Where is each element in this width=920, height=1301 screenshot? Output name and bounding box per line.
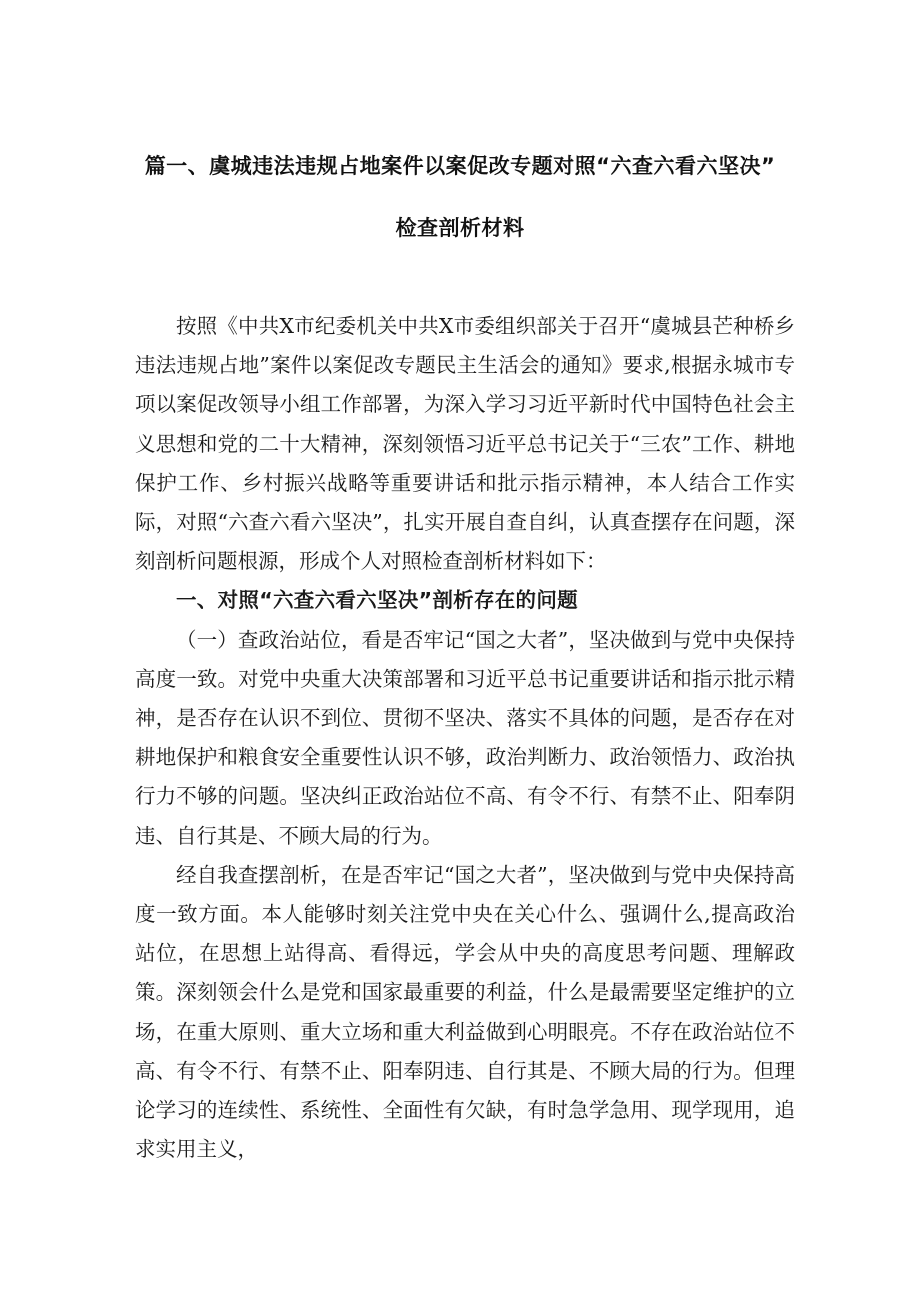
intro-paragraph: 按照《中共X市纪委机关中共X市委组织部关于召开“虞城县芒种桥乡违法违规占地”案件以案促改专题民主生活会的通知》要求,根据永城市专项以案促改领导小组工作部署，为深入学习习近平新时代中国特色社会主义思想和党的二十大精神，深刻领悟习近平总书记关于“三农”工作、耕地保护工作、乡村振兴战略等重要讲话和批示指示精神，本人结合工作实际，对照“六查六看六坚决”，扎实开展自查自纠，认真查摆存在问题，深刻剖析问题根源，形成个人对照检查剖析材料如下： [135,314,795,574]
item-1-analysis-paragraph: 经自我查摆剖析，在是否牢记“国之大者”，坚决做到与党中央保持高度一致方面。本人能够时刻关注党中央在关心什么、强调什么,提高政治站位，在思想上站得高、看得远，学会从中央的高度思考问题、理解政策。深刻领会什么是党和国家最重要的利益，什么是最需要坚定维护的立场，在重大原则、重大立场和重大利益做到心明眼亮。不存在政治站位不高、有令不行、有禁不止、阳奉阴违、自行其是、不顾大局的行为。但理论学习的连续性、系统性、全面性有欠缺，有时急学急用、现学现用，追求实用主义， [135,862,795,1162]
document-title-line-1: 篇一、虞城违法违规占地案件以案促改专题对照“六查六看六坚决” [144,154,776,178]
item-1-paragraph: （一）查政治站位，看是否牢记“国之大者”，坚决做到与党中央保持高度一致。对党中央重大决策部署和习近平总书记重要讲话和指示批示精神，是否存在认识不到位、贯彻不坚决、落实不具体的问题，是否存在对耕地保护和粮食安全重要性认识不够，政治判断力、政治领悟力、政治执行力不够的问题。坚决纠正政治站位不高、有令不行、有禁不止、阳奉阴违、自行其是、不顾大局的行为。 [135,627,795,848]
document-title-line-2: 检查剖析材料 [395,216,525,240]
document-body [135,307,795,1169]
section-heading: 一、对照“六查六看六坚决”剖析存在的问题 [176,588,578,613]
